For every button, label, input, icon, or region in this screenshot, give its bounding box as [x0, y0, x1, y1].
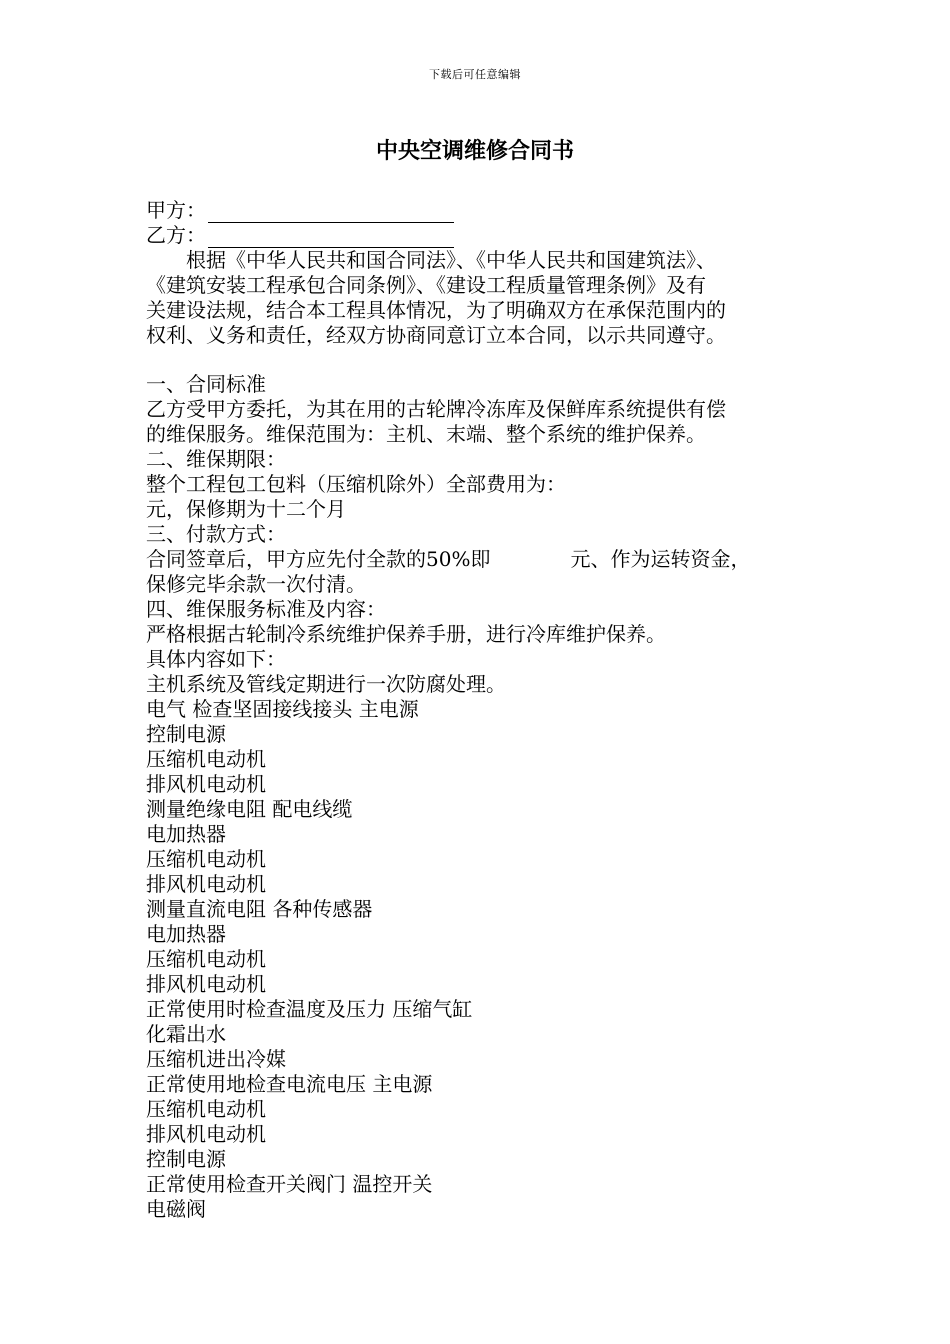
- maintenance-item: 排风机电动机: [146, 972, 266, 996]
- maintenance-item: 电加热器: [146, 922, 226, 946]
- body-line: 乙方受甲方委托，为其在用的古轮牌冷冻库及保鲜库系统提供有偿: [146, 397, 726, 421]
- maintenance-item: 压缩机进出冷媒: [146, 1047, 286, 1071]
- maintenance-item: 控制电源: [146, 1147, 226, 1171]
- body-line: 整个工程包工包料（压缩机除外）全部费用为：: [146, 472, 566, 496]
- party-a-line: [146, 198, 816, 223]
- body-line: 具体内容如下：: [146, 647, 286, 671]
- preamble-line: 根据《中华人民共和国合同法》、《中华人民共和国建筑法》、: [186, 248, 716, 272]
- body-line: 元，保修期为十二个月: [146, 497, 346, 521]
- maintenance-item: 压缩机电动机: [146, 747, 266, 771]
- contract-body: [146, 198, 816, 1222]
- maintenance-item: 测量绝缘电阻 配电线缆: [146, 797, 353, 821]
- payment-text-before: 合同签章后，甲方应先付全款的50%即: [146, 547, 491, 571]
- party-a-blank: [208, 202, 454, 223]
- preamble-line: 权利、义务和责任，经双方协商同意订立本合同，以示共同遵守。: [146, 323, 726, 347]
- party-b-line: [146, 223, 816, 248]
- maintenance-item: 正常使用时检查温度及压力 压缩气缸: [146, 997, 473, 1021]
- paragraph-gap: [146, 348, 816, 372]
- section-heading: 四、维保服务标准及内容：: [146, 597, 386, 621]
- maintenance-item: 压缩机电动机: [146, 847, 266, 871]
- body-line: 的维保服务。维保范围为：主机、末端、整个系统的维护保养。: [146, 422, 706, 446]
- preamble-line: 《建筑安装工程承包合同条例》、《建设工程质量管理条例》及有: [146, 273, 706, 297]
- section-heading: 三、付款方式：: [146, 522, 286, 546]
- party-b-label: 乙方：: [146, 223, 206, 247]
- maintenance-item: 压缩机电动机: [146, 1097, 266, 1121]
- body-line: 主机系统及管线定期进行一次防腐处理。: [146, 672, 506, 696]
- body-line: 严格根据古轮制冷系统维护保养手册，进行冷库维护保养。: [146, 622, 666, 646]
- maintenance-item: 电气 检查坚固接线接头 主电源: [146, 697, 419, 721]
- maintenance-item: 电加热器: [146, 822, 226, 846]
- party-a-label: 甲方：: [146, 198, 206, 222]
- maintenance-item: 电磁阀: [146, 1197, 206, 1221]
- maintenance-item: 排风机电动机: [146, 1122, 266, 1146]
- maintenance-item: 测量直流电阻 各种传感器: [146, 897, 373, 921]
- maintenance-item: 压缩机电动机: [146, 947, 266, 971]
- header-note: 下载后可任意编辑: [429, 68, 521, 81]
- document-title: 中央空调维修合同书: [375, 139, 574, 164]
- maintenance-item: 化霜出水: [146, 1022, 226, 1046]
- body-line: 保修完毕余款一次付清。: [146, 572, 366, 596]
- preamble-line: 关建设法规，结合本工程具体情况，为了明确双方在承保范围内的: [146, 298, 726, 322]
- maintenance-item: 控制电源: [146, 722, 226, 746]
- section-heading: 二、维保期限：: [146, 447, 286, 471]
- section-heading: 一、合同标准: [146, 372, 266, 396]
- maintenance-item: 正常使用检查开关阀门 温控开关: [146, 1172, 433, 1196]
- maintenance-item: 正常使用地检查电流电压 主电源: [146, 1072, 433, 1096]
- maintenance-item: 排风机电动机: [146, 772, 266, 796]
- payment-line: [146, 547, 816, 572]
- maintenance-item: 排风机电动机: [146, 872, 266, 896]
- payment-text-after: 元、作为运转资金，: [570, 547, 751, 571]
- party-b-blank: [208, 227, 454, 248]
